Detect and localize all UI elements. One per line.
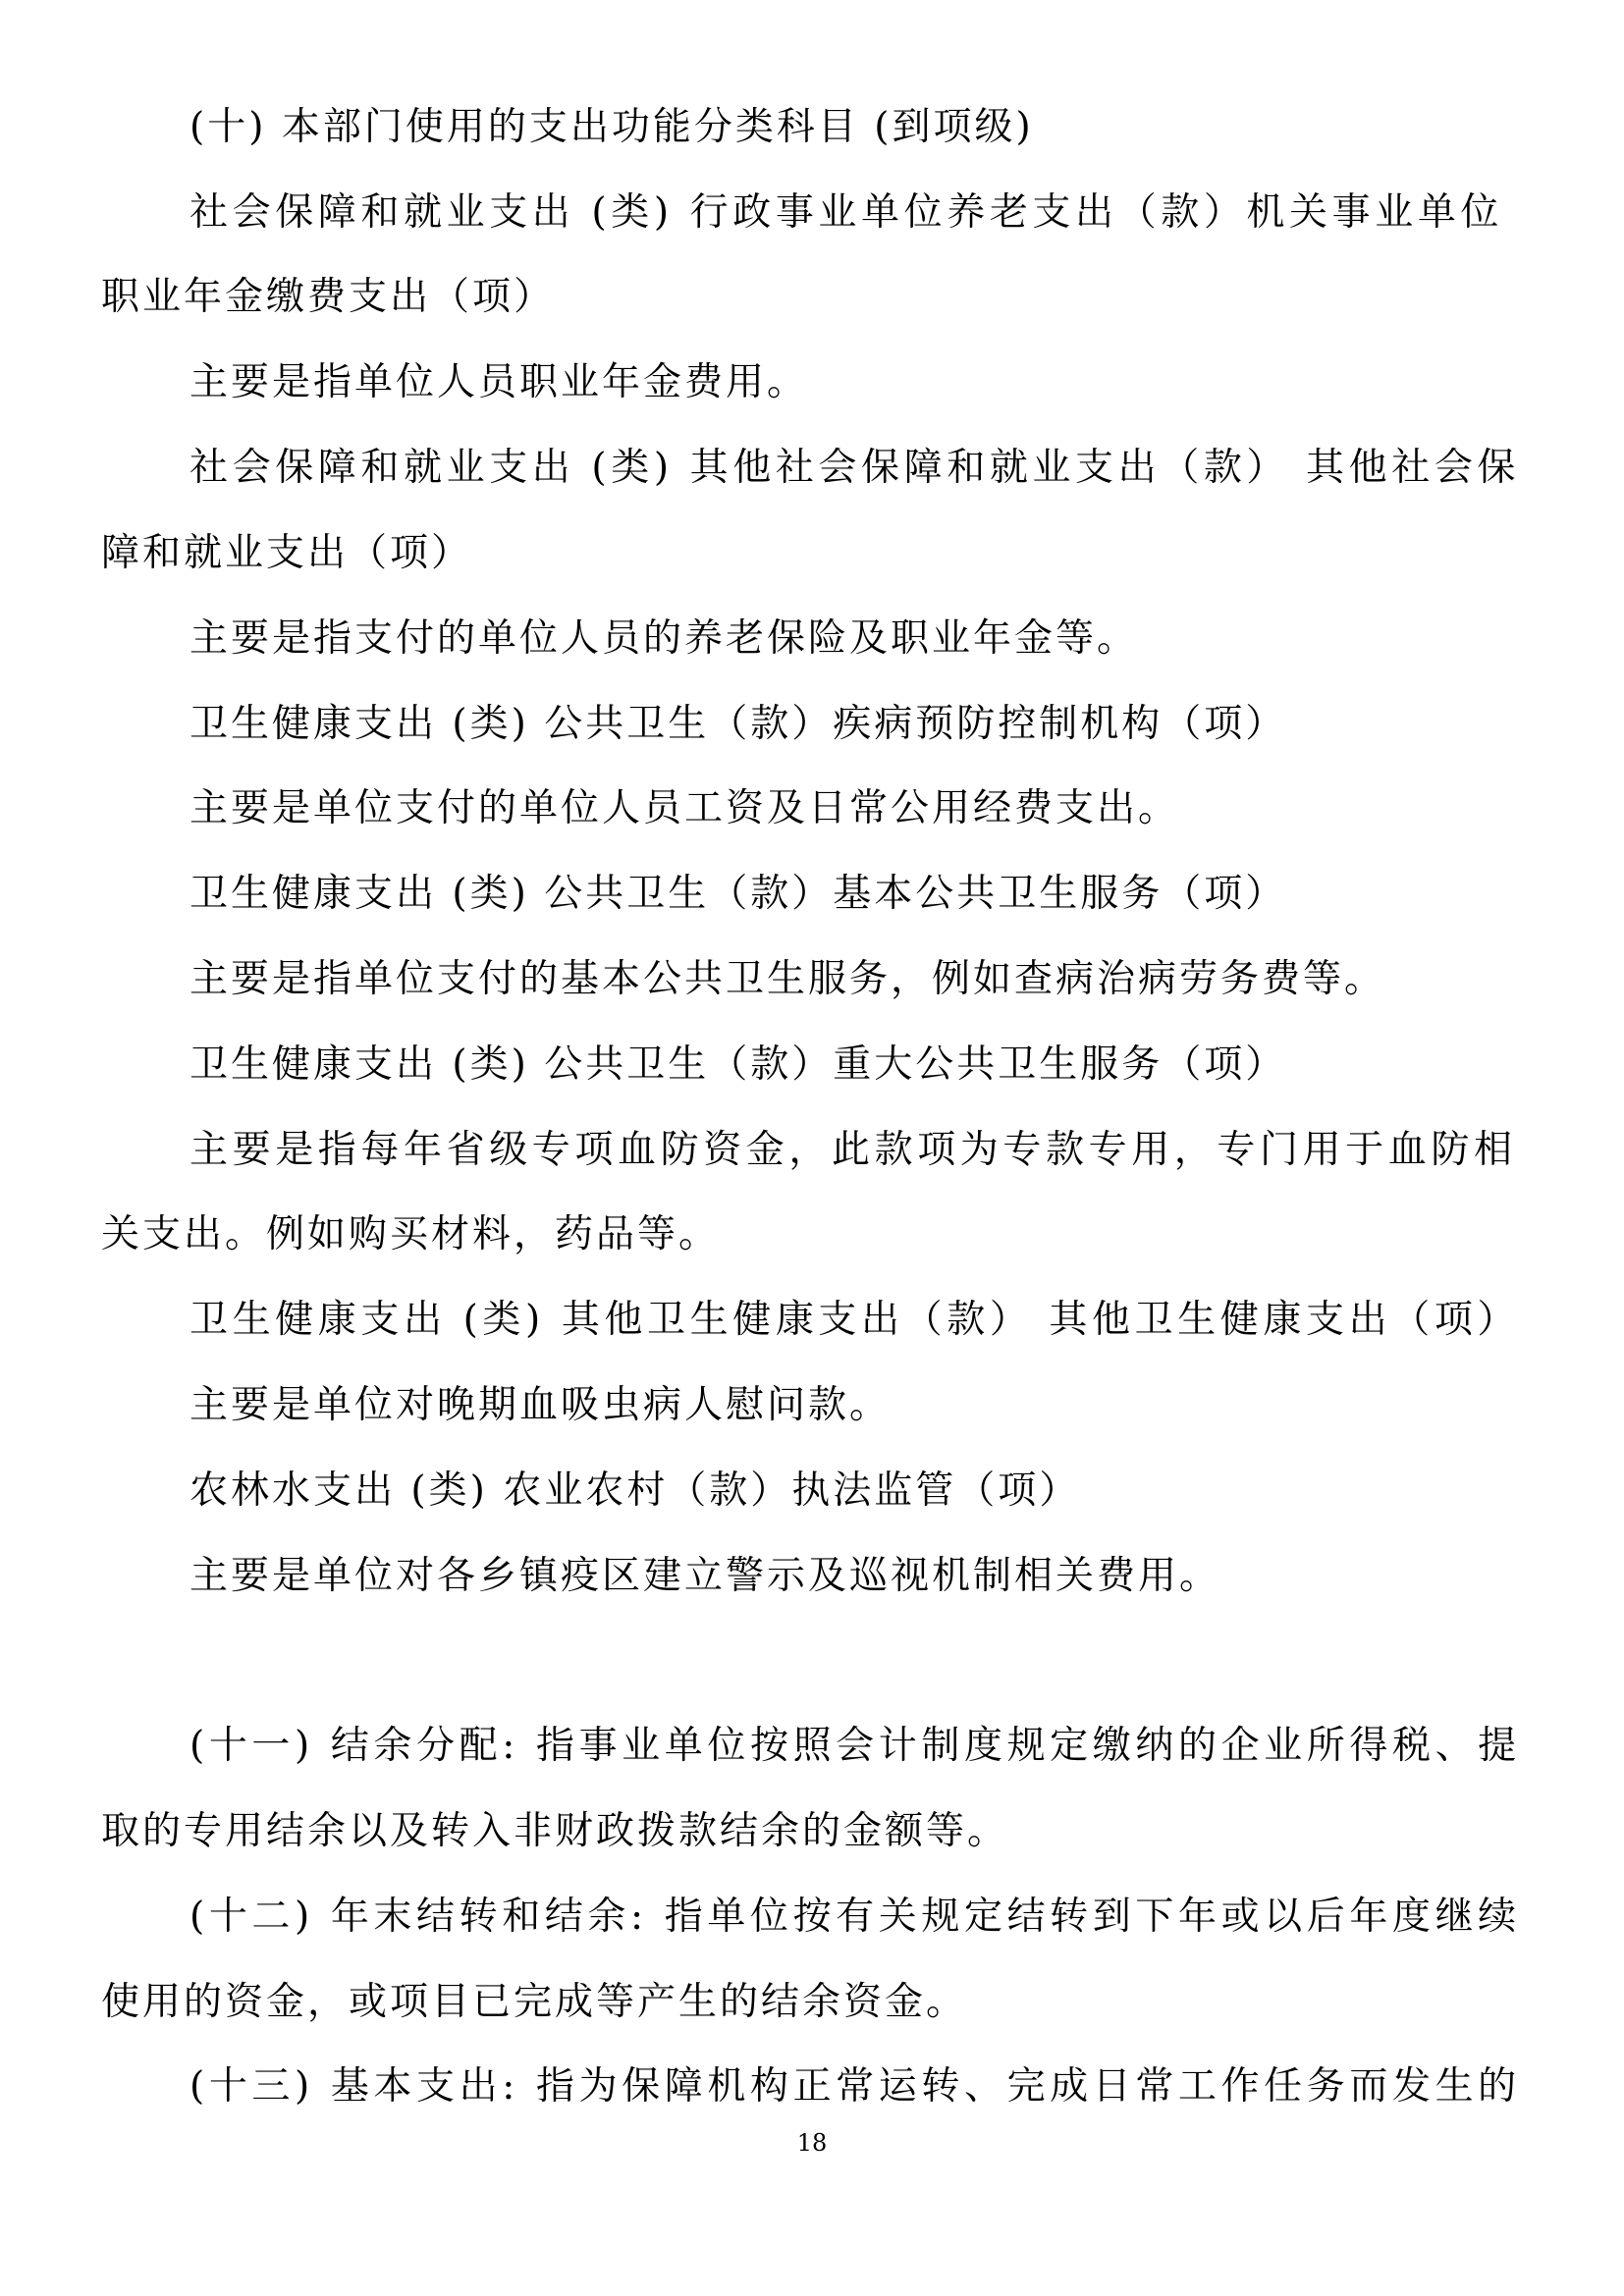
- text-line: 卫生健康支出 (类) 公共卫生（款）基本公共卫生服务（项）: [189, 872, 1287, 916]
- text-line: 主要是单位支付的单位人员工资及日常公用经费支出。: [189, 786, 1180, 830]
- text-line: 卫生健康支出 (类) 公共卫生（款）疾病预防控制机构（项）: [189, 702, 1287, 746]
- text-line: 卫生健康支出 (类) 公共卫生（款）重大公共卫生服务（项）: [189, 1042, 1287, 1087]
- text-line: 农林水支出 (类) 农业农村（款）执法监管（项）: [189, 1468, 1081, 1513]
- text-line: 主要是指单位人员职业年金费用。: [189, 360, 809, 404]
- section-11-text: (十一) 结余分配: 指事业单位按照会计制度规定缴纳的企业所得税、提: [189, 1724, 1521, 1768]
- section-13-text: (十三) 基本支出: 指为保障机构正常运转、完成日常工作任务而发生的: [189, 2064, 1521, 2109]
- text-line: 主要是指单位支付的基本公共卫生服务，例如查病治病劳务费等。: [189, 957, 1386, 1001]
- section-12-text: (十二) 年末结转和结余: 指单位按有关规定结转到下年或以后年度继续: [189, 1895, 1521, 1939]
- text-line: 主要是指支付的单位人员的养老保险及职业年金等。: [189, 616, 1139, 661]
- text-line: 障和就业支出（项）: [101, 531, 473, 575]
- text-line: 取的专用结余以及转入非财政拨款结余的金额等。: [101, 1809, 1009, 1853]
- page-number: 18: [796, 2129, 828, 2157]
- text-line: 社会保障和就业支出 (类) 其他社会保障和就业支出（款） 其他社会保: [189, 446, 1521, 490]
- text-line: 关支出。例如购买材料，药品等。: [101, 1212, 721, 1256]
- text-line: 社会保障和就业支出 (类) 行政事业单位养老支出（款）机关事业单位: [189, 190, 1504, 235]
- section-10-heading: (十) 本部门使用的支出功能分类科目 (到项级): [189, 105, 1034, 149]
- text-line: 主要是单位对各乡镇疫区建立警示及巡视机制相关费用。: [189, 1554, 1221, 1598]
- text-line: 卫生健康支出 (类) 其他卫生健康支出（款） 其他卫生健康支出（项）: [189, 1298, 1521, 1342]
- text-line: 职业年金缴费支出（项）: [101, 275, 556, 319]
- text-line: 使用的资金，或项目已完成等产生的结余资金。: [101, 1980, 968, 2024]
- text-line: 主要是指每年省级专项血防资金，此款项为专款专用，专门用于血防相: [189, 1128, 1517, 1172]
- text-line: 主要是单位对晚期血吸虫病人慰问款。: [189, 1383, 892, 1427]
